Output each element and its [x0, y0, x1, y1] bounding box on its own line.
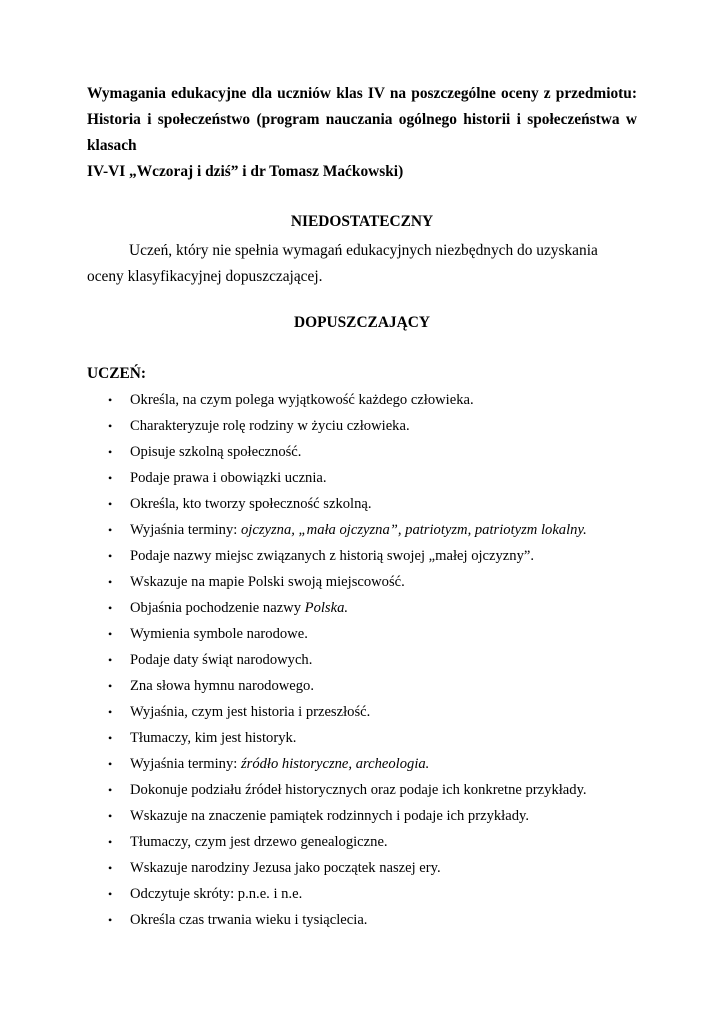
list-item	[87, 543, 647, 569]
list-item-text: Podaje prawa i obowiązki ucznia.	[130, 470, 327, 486]
requirements-list	[87, 387, 647, 933]
list-item-text: Podaje daty świąt narodowych.	[130, 652, 313, 668]
bullet-icon: •	[108, 913, 113, 927]
bullet-icon: •	[108, 757, 113, 771]
list-item-term: źródło historyczne, archeologia.	[240, 756, 430, 772]
list-item	[87, 491, 647, 517]
list-item	[87, 595, 647, 621]
list-item	[87, 439, 647, 465]
bullet-icon: •	[108, 679, 113, 693]
heading-dopuszczajacy: DOPUSZCZAJĄCY	[294, 314, 430, 331]
list-item-text: Charakteryzuje rolę rodziny w życiu człowieka.	[130, 418, 410, 434]
list-item	[87, 621, 647, 647]
list-item-text: Dokonuje podziału źródeł historycznych oraz podaje ich konkretne przykłady.	[130, 782, 587, 798]
list-item	[87, 855, 647, 881]
list-item-text: Odczytuje skróty: p.n.e. i n.e.	[130, 886, 303, 902]
list-item-term: Polska.	[304, 600, 349, 616]
list-item-text: Wyjaśnia, czym jest historia i przeszłość.	[130, 704, 371, 720]
bullet-icon: •	[108, 601, 113, 615]
subject-label: UCZEŃ:	[87, 365, 146, 382]
list-item	[87, 777, 647, 803]
list-item-text: Zna słowa hymnu narodowego.	[130, 678, 315, 694]
list-item	[87, 387, 647, 413]
bullet-icon: •	[108, 471, 113, 485]
bullet-icon: •	[108, 705, 113, 719]
list-item	[87, 517, 647, 543]
title-line-1: Wymagania edukacyjne dla uczniów klas IV na poszczególne oceny z przedmiotu:	[87, 85, 637, 102]
bullet-icon: •	[108, 419, 113, 433]
bullet-icon: •	[108, 653, 113, 667]
bullet-icon: •	[108, 887, 113, 901]
bullet-icon: •	[108, 835, 113, 849]
list-item-text: Wymienia symbole narodowe.	[130, 626, 308, 642]
list-item-text: Objaśnia pochodzenie nazwy	[130, 600, 305, 616]
list-item-text: Wskazuje narodziny Jezusa jako początek naszej ery.	[130, 860, 441, 876]
list-item-text: Wskazuje na mapie Polski swoją miejscowość.	[130, 574, 405, 590]
list-item	[87, 803, 647, 829]
list-item-text: Określa czas trwania wieku i tysiąclecia.	[130, 912, 368, 928]
heading-niedostateczny: NIEDOSTATECZNY	[290, 213, 434, 230]
list-item-text: Określa, na czym polega wyjątkowość każdego człowieka.	[130, 392, 474, 408]
bullet-icon: •	[108, 861, 113, 875]
list-item	[87, 907, 647, 933]
list-item-text: Opisuje szkolną społeczność.	[130, 444, 302, 460]
list-item-text: Wskazuje na znaczenie pamiątek rodzinnych i podaje ich przykłady.	[130, 808, 529, 824]
list-item	[87, 699, 647, 725]
list-item	[87, 465, 647, 491]
list-item	[87, 647, 647, 673]
bullet-icon: •	[108, 393, 113, 407]
list-item-text: Wyjaśnia terminy:	[130, 522, 241, 538]
list-item	[87, 751, 647, 777]
list-item-text: Określa, kto tworzy społeczność szkolną.	[130, 496, 372, 512]
niedostateczny-text: Uczeń, który nie spełnia wymagań edukacyjnych niezbędnych do uzyskania oceny klasyfikacyjnej dopuszczającej.	[87, 242, 598, 285]
title-line-3: IV-VI „Wczoraj i dziś” i dr Tomasz Maćkowski)	[87, 163, 404, 180]
bullet-icon: •	[108, 809, 113, 823]
list-item	[87, 413, 647, 439]
list-item-text: Wyjaśnia terminy:	[130, 756, 241, 772]
list-item	[87, 569, 647, 595]
list-item	[87, 725, 647, 751]
list-item	[87, 673, 647, 699]
list-item	[87, 829, 647, 855]
list-item-term: ojczyzna, „mała ojczyzna”, patriotyzm, patriotyzm lokalny.	[240, 522, 587, 538]
bullet-icon: •	[108, 575, 113, 589]
bullet-icon: •	[108, 497, 113, 511]
document-title	[87, 81, 637, 185]
niedostateczny-description	[87, 238, 637, 290]
list-item-text: Tłumaczy, kim jest historyk.	[130, 730, 297, 746]
list-item-text: Podaje nazwy miejsc związanych z historią swojej „małej ojczyzny”.	[130, 548, 535, 564]
bullet-icon: •	[108, 549, 113, 563]
bullet-icon: •	[108, 445, 113, 459]
bullet-icon: •	[108, 731, 113, 745]
list-item	[87, 881, 647, 907]
bullet-icon: •	[108, 783, 113, 797]
bullet-icon: •	[108, 627, 113, 641]
list-item-text: Tłumaczy, czym jest drzewo genealogiczne.	[130, 834, 388, 850]
title-line-2: Historia i społeczeństwo (program nauczania ogólnego historii i społeczeństwa w klasach	[87, 111, 637, 154]
bullet-icon: •	[108, 523, 113, 537]
